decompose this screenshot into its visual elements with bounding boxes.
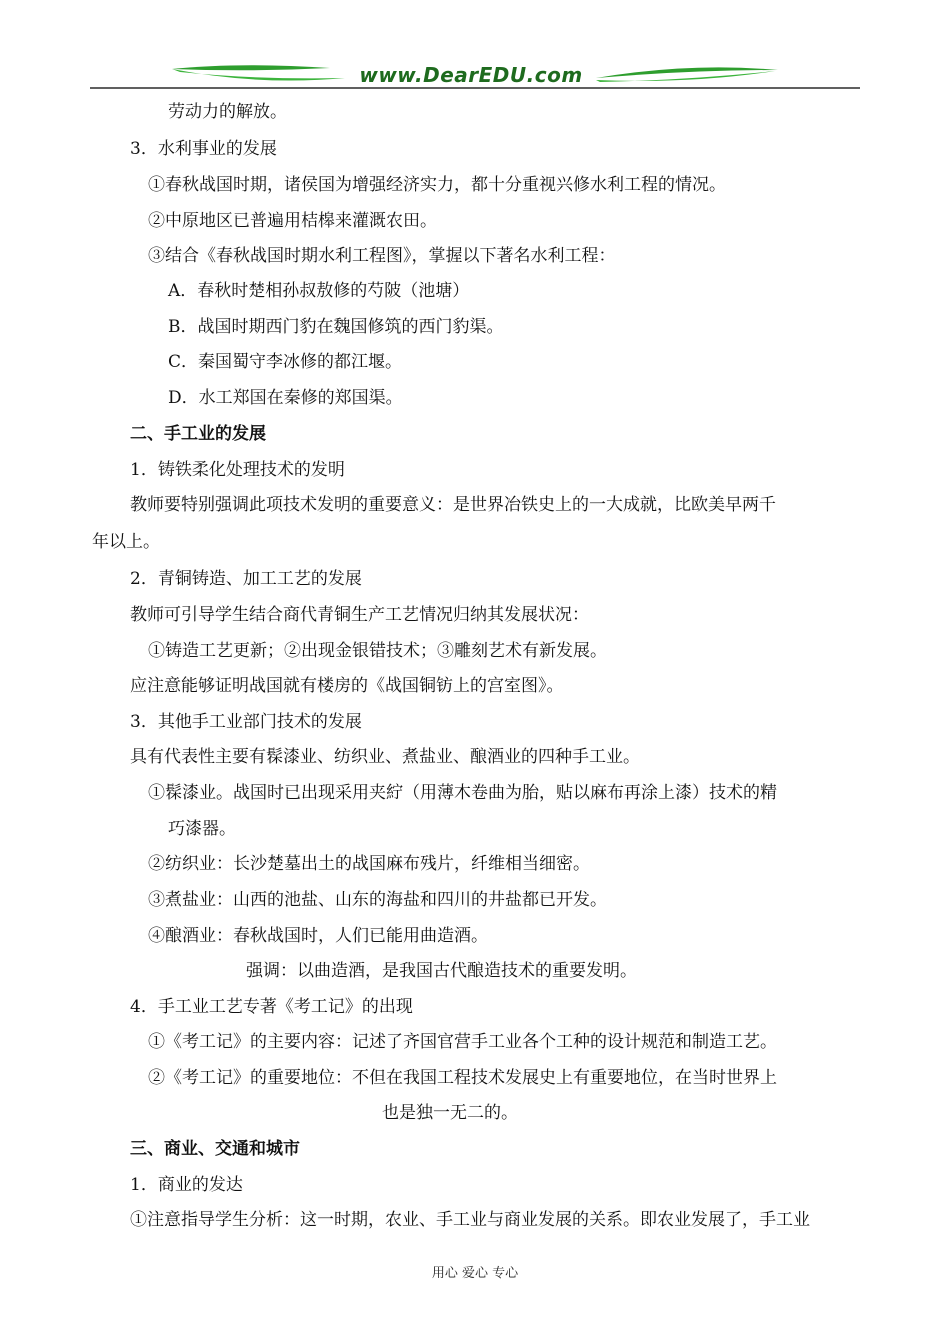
section-item-heading: 3．水利事业的发展 — [130, 139, 277, 159]
text-line: 也是独一无二的。 — [382, 1103, 518, 1123]
section-heading: 二、手工业的发展 — [130, 424, 266, 444]
list-item: D．水工郑国在秦修的郑国渠。 — [168, 388, 403, 408]
text-line: ②中原地区已普遍用桔槔来灌溉农田。 — [148, 211, 437, 231]
list-item: C．秦国蜀守李冰修的都江堰。 — [168, 352, 403, 372]
text-line: ①铸造工艺更新；②出现金银错技术；③雕刻艺术有新发展。 — [148, 641, 607, 661]
page-header — [0, 0, 950, 100]
page-footer: 用心 爱心 专心 — [431, 1266, 519, 1281]
text-line: ④酿酒业：春秋战国时，人们已能用曲造酒。 — [148, 926, 488, 946]
section-item-heading: 1．铸铁柔化处理技术的发明 — [130, 460, 345, 480]
text-line: 应注意能够证明战国就有楼房的《战国铜钫上的宫室图》。 — [130, 676, 564, 696]
text-line: ①春秋战国时期，诸侯国为增强经济实力，都十分重视兴修水利工程的情况。 — [148, 175, 726, 195]
text-line: ①注意指导学生分析：这一时期，农业、手工业与商业发展的关系。即农业发展了，手工业 — [130, 1210, 810, 1230]
section-item-heading: 3．其他手工业部门技术的发展 — [130, 712, 362, 732]
text-line: ③煮盐业：山西的池盐、山东的海盐和四川的井盐都已开发。 — [148, 890, 607, 910]
text-line: ①髹漆业。战国时已出现采用夹紵（用薄木卷曲为胎，贴以麻布再涂上漆）技术的精 — [148, 783, 777, 803]
list-item: B．战国时期西门豹在魏国修筑的西门豹渠。 — [168, 317, 504, 337]
section-item-heading: 2．青铜铸造、加工工艺的发展 — [130, 569, 362, 589]
text-line: ②纺织业：长沙楚墓出土的战国麻布残片，纤维相当细密。 — [148, 854, 590, 874]
section-item-heading: 1．商业的发达 — [130, 1175, 243, 1195]
text-line: ②《考工记》的重要地位：不但在我国工程技术发展史上有重要地位，在当时世界上 — [148, 1068, 777, 1088]
section-item-heading: 4．手工业工艺专著《考工记》的出现 — [130, 997, 413, 1017]
text-line: 劳动力的解放。 — [168, 102, 287, 122]
site-logo-text[interactable]: www.DearEDU.com — [359, 63, 583, 87]
left-swoosh-lower — [172, 69, 345, 81]
text-line: 巧漆器。 — [168, 819, 236, 839]
text-line: 教师可引导学生结合商代青铜生产工艺情况归纳其发展状况： — [130, 605, 589, 625]
text-line: 年以上。 — [92, 532, 160, 552]
text-line: 强调：以曲造酒，是我国古代酿造技术的重要发明。 — [246, 961, 637, 981]
left-swoosh — [172, 65, 330, 70]
list-item: A．春秋时楚相孙叔敖修的芍陂（池塘） — [168, 281, 470, 301]
text-line: 教师要特别强调此项技术发明的重要意义：是世界冶铁史上的一大成就，比欧美早两千 — [130, 495, 776, 515]
text-line: ③结合《春秋战国时期水利工程图》，掌握以下著名水利工程： — [148, 246, 616, 266]
right-swoosh — [596, 67, 778, 78]
text-line: ①《考工记》的主要内容：记述了齐国官营手工业各个工种的设计规范和制造工艺。 — [148, 1032, 777, 1052]
text-line: 具有代表性主要有髹漆业、纺织业、煮盐业、酿酒业的四种手工业。 — [130, 747, 640, 767]
section-heading: 三、商业、交通和城市 — [130, 1139, 300, 1159]
right-swoosh-lower — [596, 71, 775, 82]
